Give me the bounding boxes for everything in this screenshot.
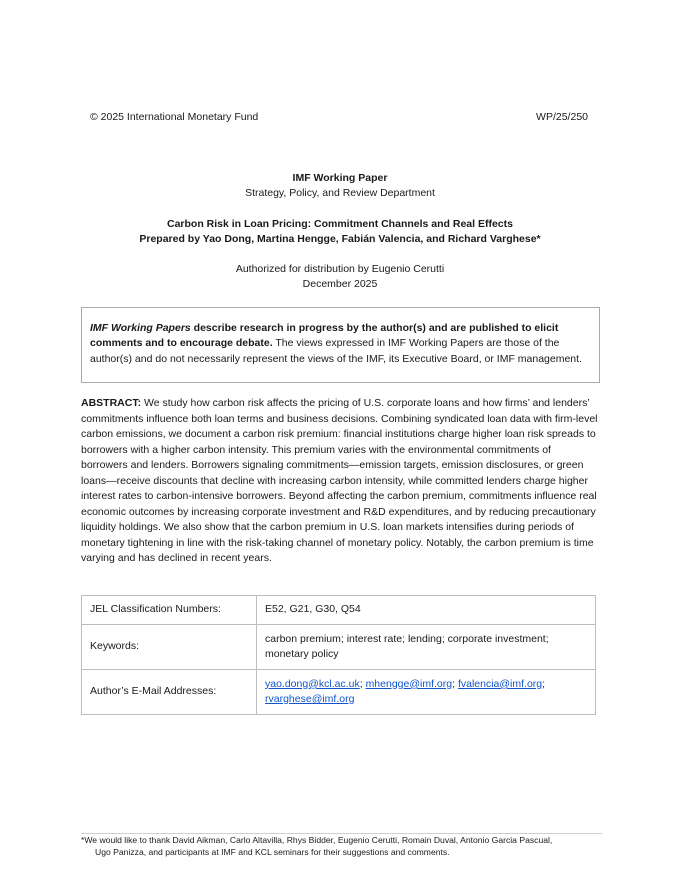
abstract-label: ABSTRACT: bbox=[81, 397, 142, 409]
paper-title: Carbon Risk in Loan Pricing: Commitment Channels and Real Effects bbox=[167, 218, 513, 230]
classification-table bbox=[81, 595, 596, 715]
footnote-separator bbox=[81, 833, 602, 834]
email-link-varghese[interactable]: rvarghese@imf.org bbox=[265, 693, 355, 705]
table-row bbox=[82, 670, 596, 715]
emails-label: Author’s E-Mail Addresses: bbox=[82, 670, 257, 715]
paper-authors: Prepared by Yao Dong, Martina Hengge, Fabián Valencia, and Richard Varghese* bbox=[139, 233, 541, 245]
keywords-value: carbon premium; interest rate; lending; corporate investment; monetary policy bbox=[257, 625, 596, 670]
authorization-line: Authorized for distribution by Eugenio Cerutti bbox=[235, 263, 445, 275]
abstract-text: We study how carbon risk affects the pricing of U.S. corporate loans and how firms’ and lenders’ commitments influence both loan terms and business decisions. Combining syndicated loan data with firm-level carbon emissions, we document a carbon risk premium: financial institutions charge higher loan risk spreads to borrowers with a higher carbon intensity. This premium varies with the environmental commitments of borrowers and lenders. Borrowers signaling commitments—emission targets, emission disclosures, or green loans—receive discounts that decline with increasing carbon intensity, while committed lenders charge higher interest rates to carbon-intensive borrowers. Beyond affecting the carbon premium, commitments influence real economic outcomes by increasing corporate investment and R&D expenditures, and by reducing precautionary liquidity holdings. We also show that the carbon premium in U.S. loan markets intensifies during periods of monetary tightening in line with the risk-taking channel of monetary policy. Notably, the carbon premium is time varying and has declined in recent years. bbox=[81, 397, 598, 564]
table-row bbox=[82, 625, 596, 670]
email-link-dong[interactable]: yao.dong@kcl.ac.uk bbox=[265, 677, 360, 690]
table-row bbox=[82, 596, 596, 625]
footnote bbox=[81, 835, 602, 858]
copyright-notice: © 2025 International Monetary Fund bbox=[90, 111, 259, 123]
footnote-line-2: Ugo Panizza, and participants at IMF and KCL seminars for their suggestions and comments. bbox=[95, 846, 450, 857]
department-name: Strategy, Policy, and Review Department bbox=[245, 187, 435, 199]
series-name: IMF Working Paper bbox=[292, 172, 388, 184]
email-separator: ; bbox=[452, 677, 456, 690]
disclaimer-bold-text: describe research in progress by the author(s) and are published to elicit comments and to encourage debate. bbox=[90, 322, 559, 350]
keywords-label: Keywords: bbox=[82, 625, 257, 670]
jel-codes: E52, G21, G30, Q54 bbox=[257, 596, 596, 625]
disclaimer-series-name: IMF Working Papers bbox=[90, 322, 191, 334]
footnote-line-1: *We would like to thank David Aikman, Carlo Altavilla, Rhys Bidder, Eugenio Cerutti, Romain Duval, Antonio Garcia Pascual, bbox=[81, 835, 553, 845]
disclaimer-box bbox=[81, 307, 600, 383]
emails-value bbox=[257, 670, 596, 715]
email-link-hengge[interactable]: mhengge@imf.org bbox=[365, 677, 453, 690]
disclaimer-body: The views expressed in IMF Working Papers are those of the author(s) and do not necessarily represent the views of the IMF, its Executive Board, or IMF management. bbox=[90, 337, 582, 365]
working-paper-number: WP/25/250 bbox=[536, 111, 588, 123]
page-header bbox=[90, 111, 588, 124]
email-separator: ; bbox=[359, 677, 363, 690]
paper-date: December 2025 bbox=[302, 278, 378, 290]
abstract bbox=[81, 396, 600, 567]
email-link-valencia[interactable]: fvalencia@imf.org bbox=[457, 677, 543, 690]
email-separator: ; bbox=[542, 677, 546, 690]
jel-label: JEL Classification Numbers: bbox=[82, 596, 257, 625]
